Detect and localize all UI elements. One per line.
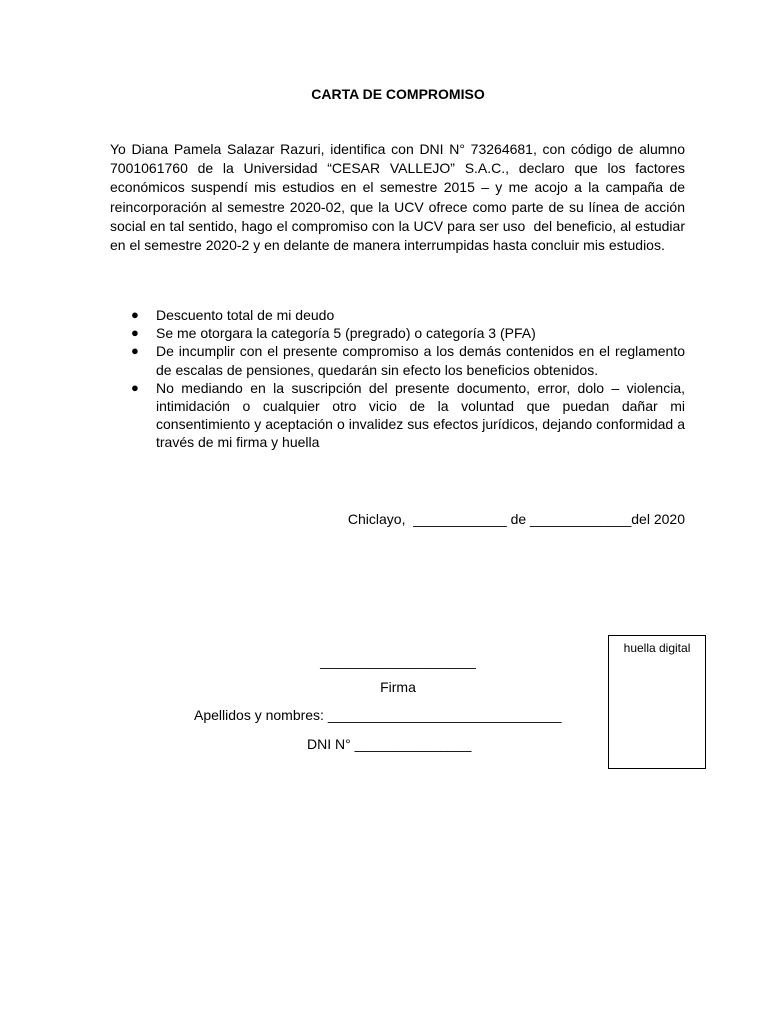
list-item-text: De incumplir con el presente compromiso a los demás contenidos en el reglamento de escalas de pensiones, quedarán sin efecto los beneficios obtenidos.	[156, 343, 685, 378]
list-item-text: Se me otorgara la categoría 5 (pregrado) o categoría 3 (PFA)	[156, 325, 536, 342]
bullet-icon: ●	[131, 343, 139, 359]
fingerprint-box	[608, 635, 706, 769]
commitment-list	[110, 306, 685, 452]
bullet-icon: ●	[131, 379, 139, 395]
document-title: CARTA DE COMPROMISO	[311, 86, 485, 102]
list-item-text: No mediando en la suscripción del presente documento, error, dolo – violencia, intimidación o cualquier otro vicio de la voluntad que puedan dañar mi consentimiento y aceptación o invalidez sus efectos jurídicos, dejando conformidad a través de mi firma y huella	[156, 379, 685, 451]
dni-line: DNI N° _______________	[307, 736, 472, 752]
signature-label: Firma	[380, 679, 416, 695]
bullet-icon: ●	[131, 307, 139, 322]
list-item	[110, 324, 685, 342]
list-item	[110, 379, 685, 452]
list-item-text: Descuento total de mi deudo	[156, 307, 335, 323]
bullet-icon: ●	[131, 325, 139, 341]
signature-line: ____________________	[320, 653, 476, 669]
commitment-paragraph: Yo Diana Pamela Salazar Razuri, identifica con DNI N° 73264681, con código de alumno 7001061760 de la Universidad “CESAR VALLEJO” S.A.C., declaro que los factores económicos suspendí mis estudios en el semestre 2015 – y me acojo a la campaña de reincorporación al semestre 2020-02, que la UCV ofrece como parte de su línea de acción social en tal sentido, hago el compromiso con la UCV para ser uso del beneficio, al estudiar en el semestre 2020-2 y en delante de manera interrumpidas hasta concluir mis estudios.	[110, 141, 689, 254]
place-date-line: Chiclayo, ____________ de _____________del 2020	[347, 511, 685, 527]
fingerprint-label: huella digital	[623, 641, 691, 655]
list-item	[110, 342, 685, 378]
list-item	[110, 306, 685, 324]
full-name-line: Apellidos y nombres: ______________________________	[194, 707, 562, 723]
